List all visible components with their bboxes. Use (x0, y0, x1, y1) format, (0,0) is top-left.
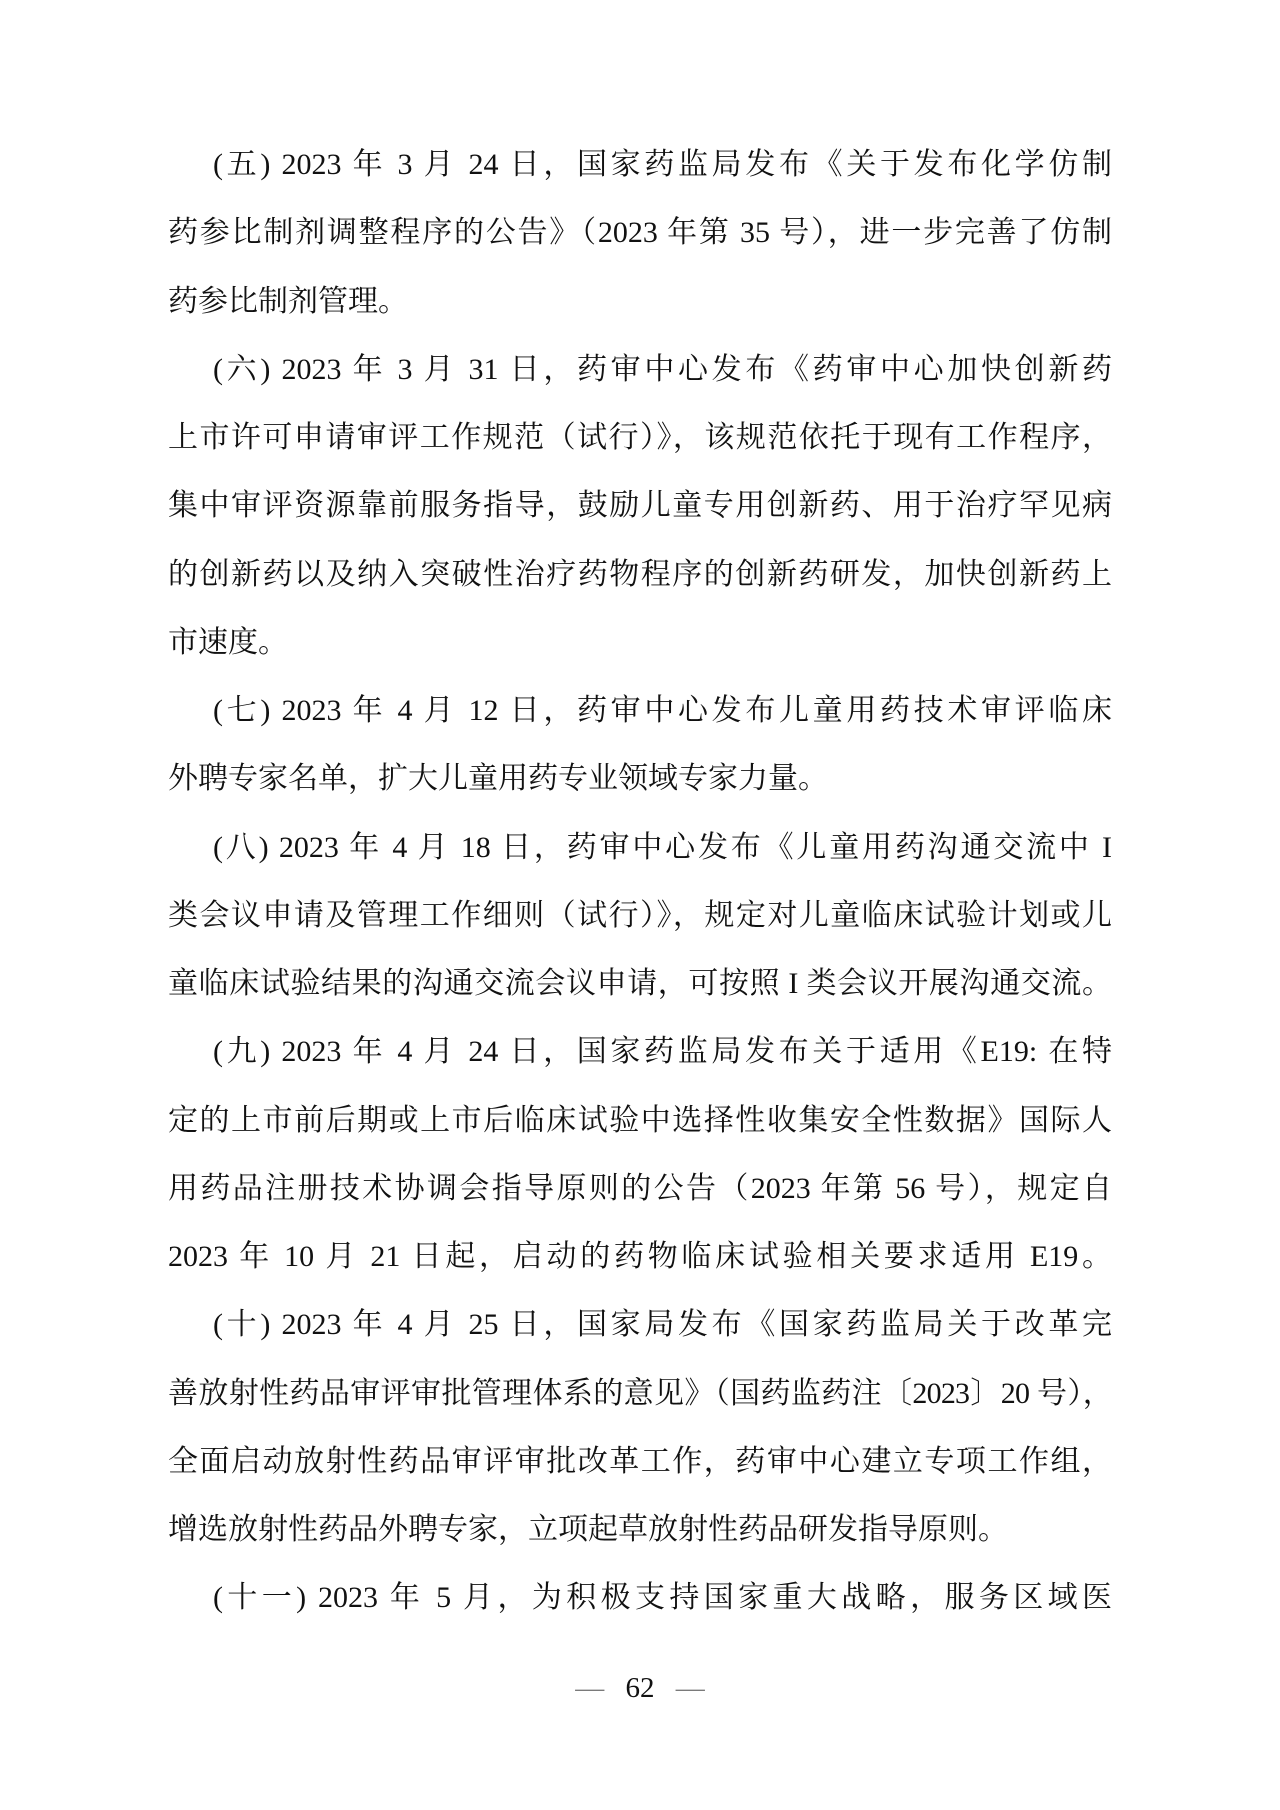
text-line-20: 全面启动放射性药品审评审批改革工作，药审中心建立专项工作组， (168, 1444, 1112, 1478)
text-line-8: 市速度。 (168, 625, 288, 659)
footer-dash-left: — (575, 1672, 605, 1704)
text-line-11: (八) 2023 年 4 月 18 日，药审中心发布《儿童用药沟通交流中 I (213, 830, 1112, 864)
text-line-14: (九) 2023 年 4 月 24 日，国家药监局发布关于适用《E19: 在特 (213, 1035, 1112, 1069)
footer-dash-right: — (675, 1672, 705, 1704)
text-line-6: 集中审评资源靠前服务指导，鼓励儿童专用创新药、用于治疗罕见病 (168, 489, 1112, 523)
text-line-5: 上市许可申请审评工作规范（试行）》，该规范依托于现有工作程序， (168, 421, 1112, 454)
text-line-10: 外聘专家名单，扩大儿童用药专业领域专家力量。 (168, 762, 828, 796)
text-line-9: (七) 2023 年 4 月 12 日，药审中心发布儿童用药技术审评临床 (213, 694, 1112, 727)
text-line-22: (十一) 2023 年 5 月，为积极支持国家重大战略，服务区域医 (213, 1581, 1112, 1615)
text-line-13: 童临床试验结果的沟通交流会议申请，可按照 I 类会议开展沟通交流。 (168, 967, 1112, 1000)
text-line-21: 增选放射性药品外聘专家，立项起草放射性药品研发指导原则。 (168, 1513, 1008, 1546)
text-line-12: 类会议申请及管理工作细则（试行）》，规定对儿童临床试验计划或儿 (168, 898, 1112, 932)
page-footer (0, 1664, 1280, 1712)
text-line-17: 2023 年 10 月 21 日起，启动的药物临床试验相关要求适用 E19。 (168, 1240, 1112, 1273)
text-line-3: 药参比制剂管理。 (168, 284, 408, 318)
text-line-15: 定的上市前后期或上市后临床试验中选择性收集安全性数据》国际人 (168, 1103, 1112, 1137)
text-line-16: 用药品注册技术协调会指导原则的公告（2023 年第 56 号），规定自 (168, 1171, 1112, 1205)
text-line-7: 的创新药以及纳入突破性治疗药物程序的创新药研发，加快创新药上 (168, 557, 1112, 591)
text-line-4: (六) 2023 年 3 月 31 日，药审中心发布《药审中心加快创新药 (213, 352, 1112, 386)
text-line-2: 药参比制剂调整程序的公告》（2023 年第 35 号），进一步完善了仿制 (168, 216, 1112, 250)
text-line-19: 善放射性药品审评审批管理体系的意见》（国药监药注〔2023〕20 号）， (168, 1376, 1112, 1410)
text-line-18: (十) 2023 年 4 月 25 日，国家局发布《国家药监局关于改革完 (213, 1308, 1112, 1342)
text-line-1: (五) 2023 年 3 月 24 日，国家药监局发布《关于发布化学仿制 (213, 148, 1112, 181)
document-text-block (168, 131, 1112, 1633)
page-number: 62 (625, 1672, 655, 1704)
